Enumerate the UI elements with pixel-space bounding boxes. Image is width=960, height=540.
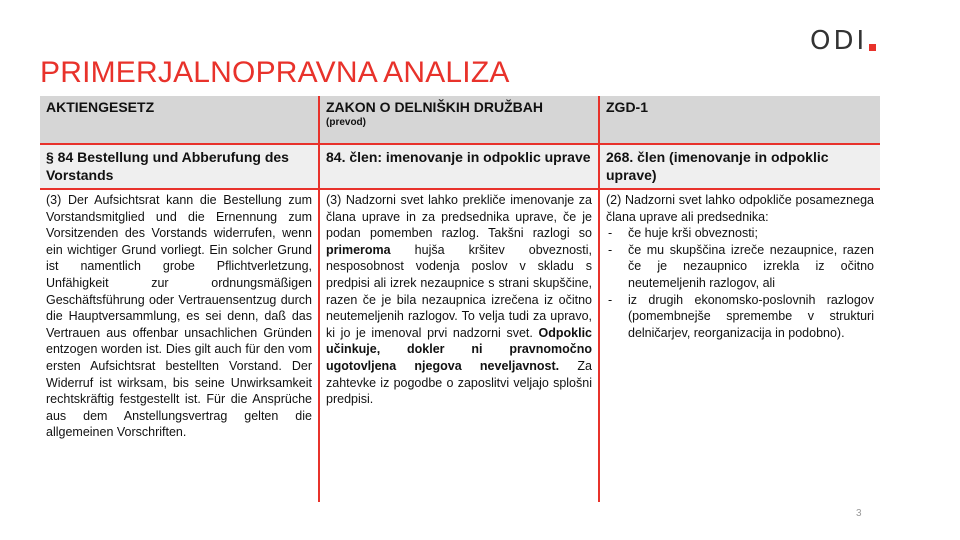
text-part: (3) Nadzorni svet lahko prekliče imenovanje za člana uprave in za predsednika uprave, če je podan pomemben razlog. Takšni razlogi so bbox=[326, 193, 592, 241]
logo-dot bbox=[869, 44, 876, 51]
header-aktiengesetz bbox=[40, 96, 319, 144]
header-label: AKTIENGESETZ bbox=[46, 99, 155, 115]
bold-text: Odpoklic učinkuje, dokler ni pravnomočno ugotovljena njegova neveljavnost. bbox=[326, 325, 592, 373]
header-label: ZGD-1 bbox=[606, 99, 648, 115]
comparison-table bbox=[40, 96, 880, 502]
aktiengesetz-text: (3) Der Aufsichtsrat kann die Bestellung zum Vorstandsmitglied und die Ernennung zum Vorsitzenden des Vorstands widerrufen, wenn ein wichtiger Grund vorliegt. Ein solcher Grund ist namentlich grobe Pflichtverletzung, Unfähigkeit zur ordnungsmäßigen Geschäftsführung oder Vertrauensentzug durch die Hauptversammlung, es sei denn, daß das Vertrauen aus offenbar unsachlichen Gründen entzogen worden ist. Dies gilt auch für den vom ersten Aufsichtsrat bestellten Vorstand. Der Widerruf ist wirksam, bis seine Unwirksamkeit rechtskräftig festgestellt ist. Für die Ansprüche aus dem Anstellungsvertrag gelten die allgemeinen Vorschriften. bbox=[46, 193, 312, 440]
text-part: Za zahtevke iz pogodbe o zaposlitvi veljajo splošni predpisi. bbox=[326, 358, 593, 407]
subheader-row bbox=[40, 144, 880, 189]
logo-text: ODI bbox=[810, 26, 868, 56]
list-item: - če huje krši obveznosti; bbox=[606, 225, 874, 242]
zgd1-text bbox=[599, 189, 880, 502]
header-label: ZAKON O DELNIŠKIH DRUŽBAH bbox=[326, 99, 543, 115]
header-zakon bbox=[319, 96, 599, 144]
page-number: 3 bbox=[856, 508, 862, 519]
odi-logo bbox=[810, 28, 876, 54]
subheader-cell: 84. člen: imenovanje in odpoklic uprave bbox=[319, 144, 599, 189]
bold-text: primeroma bbox=[326, 242, 391, 257]
slide-title: PRIMERJALNOPRAVNA ANALIZA bbox=[40, 56, 510, 89]
list-item: - iz drugih ekonomsko-poslovnih razlogov (pomembnejše spremembe v strukturi delničarjev, reorganizacija in podobno). bbox=[606, 292, 874, 342]
list-item: - če mu skupščina izreče nezaupnice, razen če je nezaupnico izrekla iz očitno neutemeljenih razlogov, ali bbox=[606, 242, 874, 292]
body-row bbox=[40, 189, 880, 502]
subheader-cell: 268. člen (imenovanje in odpoklic uprave) bbox=[599, 144, 880, 189]
header-zgd1 bbox=[599, 96, 880, 144]
header-note: (prevod) bbox=[326, 117, 366, 128]
header-row bbox=[40, 96, 880, 144]
zgd1-list bbox=[606, 225, 874, 341]
text-part: hujša kršitev obveznosti, nesposobnost vodenja poslov v skladu s predpisi ali izrek nezaupnice s strani skupščine, razen če je bila nezaupnica izrečena iz očitno neutemeljenih razlogov. To velja tudi za upravo, ki jo je imenoval prvi nadzorni svet. bbox=[326, 242, 592, 340]
zakon-text bbox=[319, 189, 599, 502]
subheader-cell: § 84 Bestellung und Abberufung des Vorstands bbox=[40, 144, 319, 189]
zgd1-intro: (2) Nadzorni svet lahko odpokliče posameznega člana uprave ali predsednika: bbox=[606, 193, 874, 224]
